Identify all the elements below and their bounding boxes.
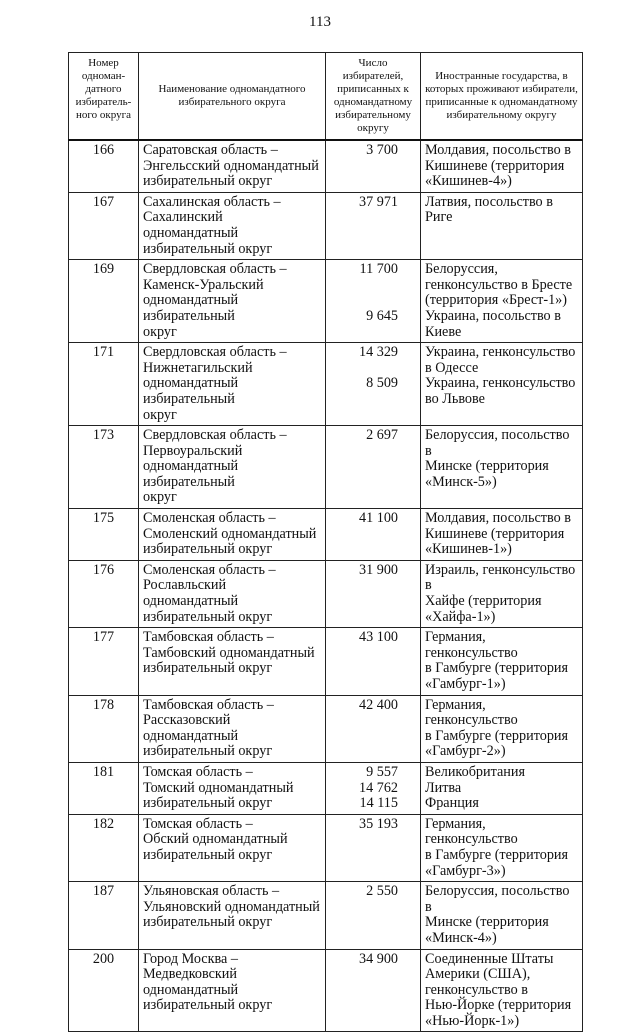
voters-count — [326, 762, 421, 814]
state-line: «Гамбург-3») — [425, 862, 506, 879]
foreign-states — [421, 695, 583, 762]
district-number: 187 — [69, 882, 139, 949]
state-line: Франция — [425, 795, 479, 812]
district-number: 176 — [69, 560, 139, 627]
state-line: во Львове — [425, 390, 485, 407]
district-name-line: Нижнетагильский — [143, 359, 253, 376]
state-line: «Минск-4») — [425, 929, 497, 946]
state-line: Минске (территория — [425, 914, 549, 931]
voters-count — [326, 882, 421, 949]
voters-value: 2 550 — [366, 883, 398, 900]
state-line: Белоруссия, посольство в — [425, 427, 570, 459]
district-number: 175 — [69, 509, 139, 561]
voters-count — [326, 695, 421, 762]
voters-value: 34 900 — [358, 950, 398, 967]
district-name-line: Саратовская область – — [143, 142, 278, 158]
district-name-line: избирательный округ — [143, 914, 273, 931]
state-line: в Гамбурге (территория — [425, 727, 569, 744]
district-name-line: Первоуральский — [143, 442, 243, 459]
district-name-line: Свердловская область – — [143, 344, 287, 361]
voters-count — [326, 343, 421, 426]
foreign-states — [421, 343, 583, 426]
table-row — [69, 140, 583, 192]
voters-count — [326, 949, 421, 1032]
district-name-line: Ульяновская область – — [143, 883, 280, 900]
table-row — [69, 343, 583, 426]
district-name-line: Медведковский одномандатный — [143, 966, 239, 998]
table-row — [69, 949, 583, 1032]
state-line: Украина, генконсульство — [425, 344, 576, 361]
state-line: Великобритания — [425, 763, 525, 780]
voters-value: 14 329 — [358, 344, 398, 361]
district-name-line: Сахалинский одномандатный — [143, 209, 239, 241]
table-row — [69, 426, 583, 509]
voters-count — [326, 628, 421, 695]
district-name-line: Смоленская область – — [143, 561, 276, 578]
district-name-line: Рассказовский одномандатный — [143, 712, 239, 744]
voters-value: 31 900 — [358, 561, 398, 578]
district-name-line: Город Москва – — [143, 950, 238, 967]
district-number: 169 — [69, 260, 139, 343]
foreign-states — [421, 949, 583, 1032]
district-name-line: округ — [143, 489, 177, 506]
state-line: Соединенные Штаты — [425, 950, 554, 967]
district-name-line: Обский одномандатный — [143, 831, 288, 848]
district-number: 200 — [69, 949, 139, 1032]
district-name-line: одномандатный избирательный — [143, 375, 239, 407]
voters-count — [326, 509, 421, 561]
district-name-line: Тамбовский одномандатный — [143, 644, 315, 661]
state-line: в Гамбурге (территория — [425, 660, 569, 677]
voters-count — [326, 814, 421, 881]
district-number: 181 — [69, 762, 139, 814]
district-name — [139, 509, 326, 561]
state-line: Америки (США), — [425, 966, 531, 983]
state-line: в Одессе — [425, 359, 479, 376]
state-line: Хайфе (территория — [425, 593, 542, 610]
table-row — [69, 560, 583, 627]
district-name-line: избирательный округ — [143, 743, 273, 760]
district-number: 167 — [69, 192, 139, 259]
voters-count — [326, 560, 421, 627]
state-line: «Гамбург-1») — [425, 676, 506, 692]
state-line: «Кишинев-4») — [425, 173, 512, 190]
district-name — [139, 814, 326, 881]
district-name-line: Смоленский одномандатный — [143, 525, 317, 542]
table-row — [69, 882, 583, 949]
district-name-line: избирательный округ — [143, 660, 273, 677]
header-states: Иностранные государства, в которых проживают избиратели, приписанные к одномандатному избирательному округу — [421, 53, 583, 141]
district-name — [139, 628, 326, 695]
state-line: «Хайфа-1») — [425, 608, 496, 625]
voters-value: 11 700 — [359, 261, 398, 278]
table-header-row — [69, 53, 583, 141]
state-line: «Гамбург-2») — [425, 743, 506, 760]
state-line: Германия, генконсульство — [425, 696, 518, 729]
voters-value: 41 100 — [358, 510, 398, 527]
district-name-line: Свердловская область – — [143, 427, 287, 444]
district-name — [139, 426, 326, 509]
voters-count — [326, 260, 421, 343]
state-line: Кишиневе (территория — [425, 525, 565, 542]
district-name — [139, 140, 326, 192]
voters-value: 14 115 — [359, 795, 398, 812]
table-body — [69, 140, 583, 1032]
header-name: Наименование одномандатного избирательного округа — [139, 53, 326, 141]
table-row — [69, 628, 583, 695]
district-name — [139, 695, 326, 762]
district-number: 178 — [69, 695, 139, 762]
district-number: 177 — [69, 628, 139, 695]
voters-count — [326, 140, 421, 192]
state-line: Кишиневе (территория — [425, 157, 565, 174]
district-name-line: Рославльский одномандатный — [143, 577, 239, 610]
state-line: «Кишинев-1») — [425, 541, 512, 558]
district-name-line: Свердловская область – — [143, 261, 287, 278]
district-number: 166 — [69, 140, 139, 192]
table-row — [69, 762, 583, 814]
district-name-line: Ульяновский одномандатный — [143, 898, 320, 915]
state-line: (территория «Брест-1») — [425, 292, 567, 309]
voters-value: 37 971 — [358, 193, 398, 210]
foreign-states — [421, 762, 583, 814]
district-name — [139, 343, 326, 426]
table-row — [69, 192, 583, 259]
voters-value: 9 645 — [366, 307, 398, 324]
district-name-line: одномандатный избирательный — [143, 458, 239, 490]
district-name — [139, 762, 326, 814]
state-line: Украина, посольство в — [425, 307, 561, 324]
district-number: 173 — [69, 426, 139, 509]
district-name-line: Тамбовская область – — [143, 629, 274, 646]
district-name — [139, 882, 326, 949]
page-number: 113 — [309, 14, 331, 30]
table-row — [69, 695, 583, 762]
state-line: генконсульство в — [425, 981, 528, 998]
state-line: Минске (территория — [425, 458, 549, 475]
voters-value: 3 700 — [366, 142, 398, 158]
district-name-line: избирательный округ — [143, 541, 273, 558]
table-row — [69, 260, 583, 343]
district-name-line: одномандатный избирательный — [143, 292, 239, 324]
voters-value: 43 100 — [358, 629, 398, 646]
district-name-line: Каменск-Уральский — [143, 276, 264, 293]
district-name — [139, 560, 326, 627]
district-name-line: избирательный округ — [143, 608, 273, 625]
district-number: 182 — [69, 814, 139, 881]
voters-count — [326, 426, 421, 509]
district-name-line: Томская область – — [143, 763, 253, 780]
voters-value: 9 557 — [366, 763, 398, 780]
foreign-states — [421, 140, 583, 192]
state-line: Израиль, генконсульство в — [425, 561, 576, 594]
district-name-line: Смоленская область – — [143, 510, 276, 527]
state-line: Нью-Йорке (территория — [425, 997, 572, 1014]
state-line: в Гамбурге (территория — [425, 846, 569, 863]
district-name-line: Энгельсский одномандатный — [143, 157, 319, 174]
district-name-line: округ — [143, 406, 177, 423]
voters-value: 8 509 — [366, 375, 398, 392]
foreign-states — [421, 814, 583, 881]
district-name — [139, 260, 326, 343]
state-line: Латвия, посольство в Риге — [425, 193, 553, 226]
foreign-states — [421, 882, 583, 949]
district-name-line: избирательный округ — [143, 240, 273, 257]
district-name-line: Томская область – — [143, 815, 253, 832]
header-number: Номер одноман-датного избиратель-ного округа — [69, 53, 139, 141]
foreign-states — [421, 560, 583, 627]
state-line: Молдавия, посольство в — [425, 510, 571, 527]
foreign-states — [421, 509, 583, 561]
state-line: Германия, генконсульство — [425, 629, 518, 661]
foreign-states — [421, 628, 583, 695]
state-line: генконсульство в Бресте — [425, 276, 573, 293]
districts-table — [68, 52, 583, 1032]
state-line: Украина, генконсульство — [425, 375, 576, 392]
state-line: «Минск-5») — [425, 473, 497, 490]
district-name — [139, 192, 326, 259]
state-line: Киеве — [425, 323, 462, 340]
district-name — [139, 949, 326, 1032]
table-row — [69, 509, 583, 561]
table-row — [69, 814, 583, 881]
voters-count — [326, 192, 421, 259]
foreign-states — [421, 426, 583, 509]
district-name-line: округ — [143, 323, 177, 340]
district-number: 171 — [69, 343, 139, 426]
header-voters: Число избирателей, приписанных к одномандатному избирательному округу — [326, 53, 421, 141]
district-name-line: избирательный округ — [143, 173, 273, 190]
foreign-states — [421, 260, 583, 343]
state-line: Белоруссия, посольство в — [425, 883, 570, 915]
voters-value: 14 762 — [358, 779, 398, 796]
state-line: «Нью-Йорк-1») — [425, 1012, 520, 1029]
district-name-line: избирательный округ — [143, 846, 273, 863]
district-name-line: избирательный округ — [143, 997, 273, 1014]
voters-value: 42 400 — [358, 696, 398, 713]
state-line: Литва — [425, 779, 462, 796]
state-line: Германия, генконсульство — [425, 815, 518, 848]
district-name-line: Тамбовская область – — [143, 696, 274, 713]
district-name-line: Сахалинская область – — [143, 193, 281, 210]
state-line: Молдавия, посольство в — [425, 142, 571, 158]
foreign-states — [421, 192, 583, 259]
voters-value: 35 193 — [358, 815, 398, 832]
district-name-line: Томский одномандатный — [143, 779, 294, 796]
state-line: Белоруссия, — [425, 261, 498, 278]
district-name-line: избирательный округ — [143, 795, 273, 812]
voters-value: 2 697 — [366, 427, 398, 444]
